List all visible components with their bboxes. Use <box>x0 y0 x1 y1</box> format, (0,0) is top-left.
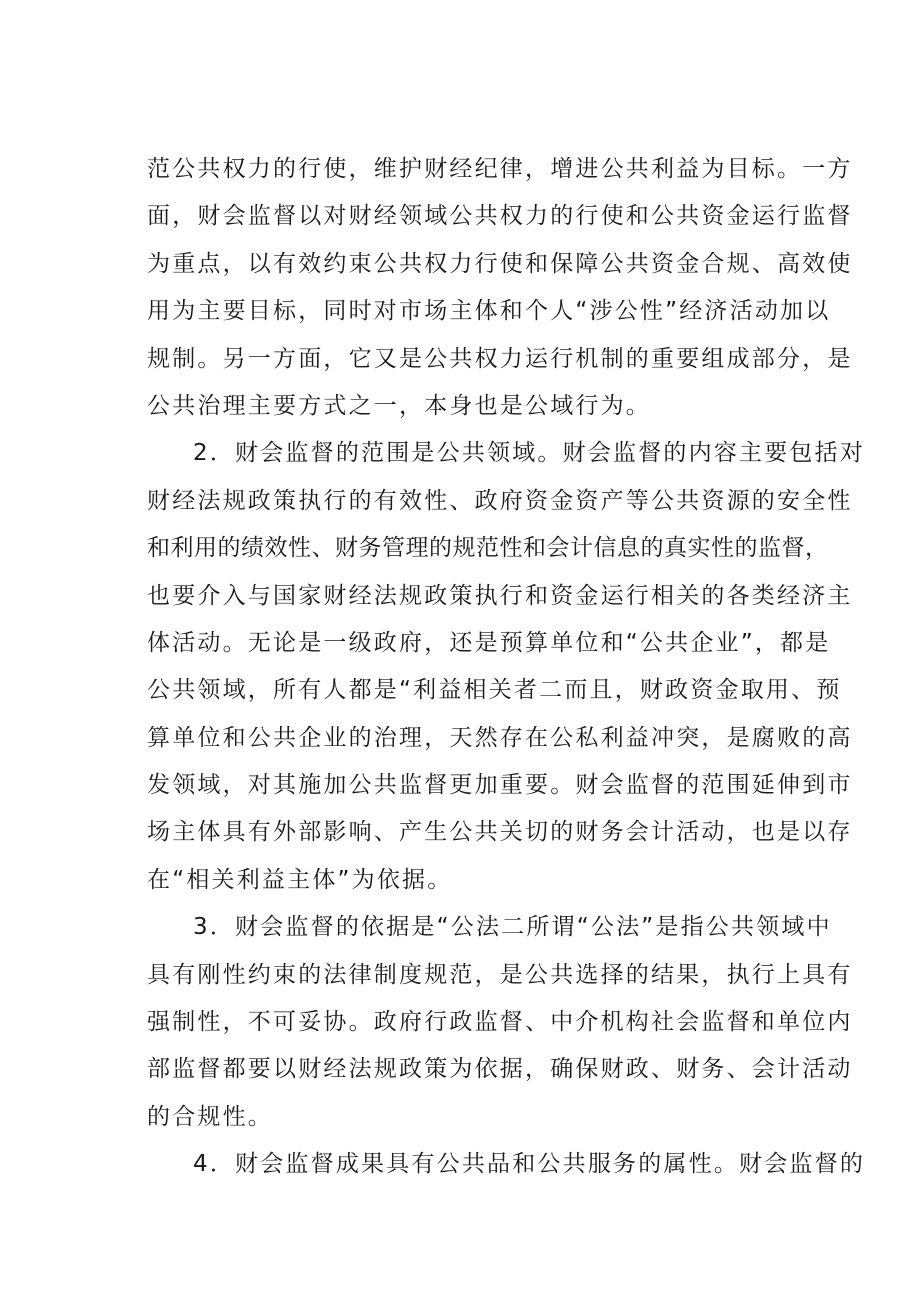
text-line: 部监督都要以财经法规政策为依据，确保财政、财务、会计活动 <box>147 1056 853 1083</box>
text-line: 发领域，对其施加公共监督更加重要。财会监督的范围延伸到市 <box>147 772 853 799</box>
text-line: 具有刚性约束的法律制度规范，是公共选择的结果，执行上具有 <box>147 961 853 988</box>
text-line: 也要介入与国家财经法规政策执行和资金运行相关的各类经济主 <box>147 582 853 609</box>
text-line: 场主体具有外部影响、产生公共关切的财务会计活动，也是以存 <box>147 819 853 846</box>
text-line: 公共治理主要方式之一，本身也是公域行为。 <box>147 392 651 419</box>
paragraph-4-start: 4．财会监督成果具有公共品和公共服务的属性。财会监督的 <box>193 1151 866 1178</box>
text-line: 体活动。无论是一级政府，还是预算单位和“公共企业”，都是 <box>147 629 831 656</box>
text-line: 为重点，以有效约束公共权力行使和保障公共资金合规、高效使 <box>147 250 853 277</box>
text-line: 的合规性。 <box>147 1103 273 1130</box>
text-line: 强制性，不可妥协。政府行政监督、中介机构社会监督和单位内 <box>147 1009 853 1036</box>
text-line: 面，财会监督以对财经领域公共权力的行使和公共资金运行监督 <box>147 203 853 230</box>
text-line: 算单位和公共企业的治理，天然存在公私利益冲突，是腐败的高 <box>147 724 853 751</box>
text-line: 用为主要目标，同时对市场主体和个人“涉公性”经济活动加以 <box>147 298 831 325</box>
text-line: 财经法规政策执行的有效性、政府资金资产等公共资源的安全性 <box>147 487 853 514</box>
paragraph-2-start: 2．财会监督的范围是公共领域。财会监督的内容主要包括对 <box>193 440 866 467</box>
text-line: 在“相关利益主体”为依据。 <box>147 866 453 893</box>
text-line: 规制。另一方面，它又是公共权力运行机制的重要组成部分，是 <box>147 345 853 372</box>
text-line: 范公共权力的行使，维护财经纪律，增进公共利益为目标。一方 <box>147 156 853 182</box>
paragraph-3-start: 3．财会监督的依据是“公法二所谓“公法”是指公共领域中 <box>193 914 832 941</box>
text-line: 和利用的绩效性、财务管理的规范性和会计信息的真实性的监督， <box>147 535 829 562</box>
document-body <box>147 146 866 1189</box>
text-line: 公共领域，所有人都是“利益相关者二而且，财政资金取用、预 <box>147 677 842 704</box>
